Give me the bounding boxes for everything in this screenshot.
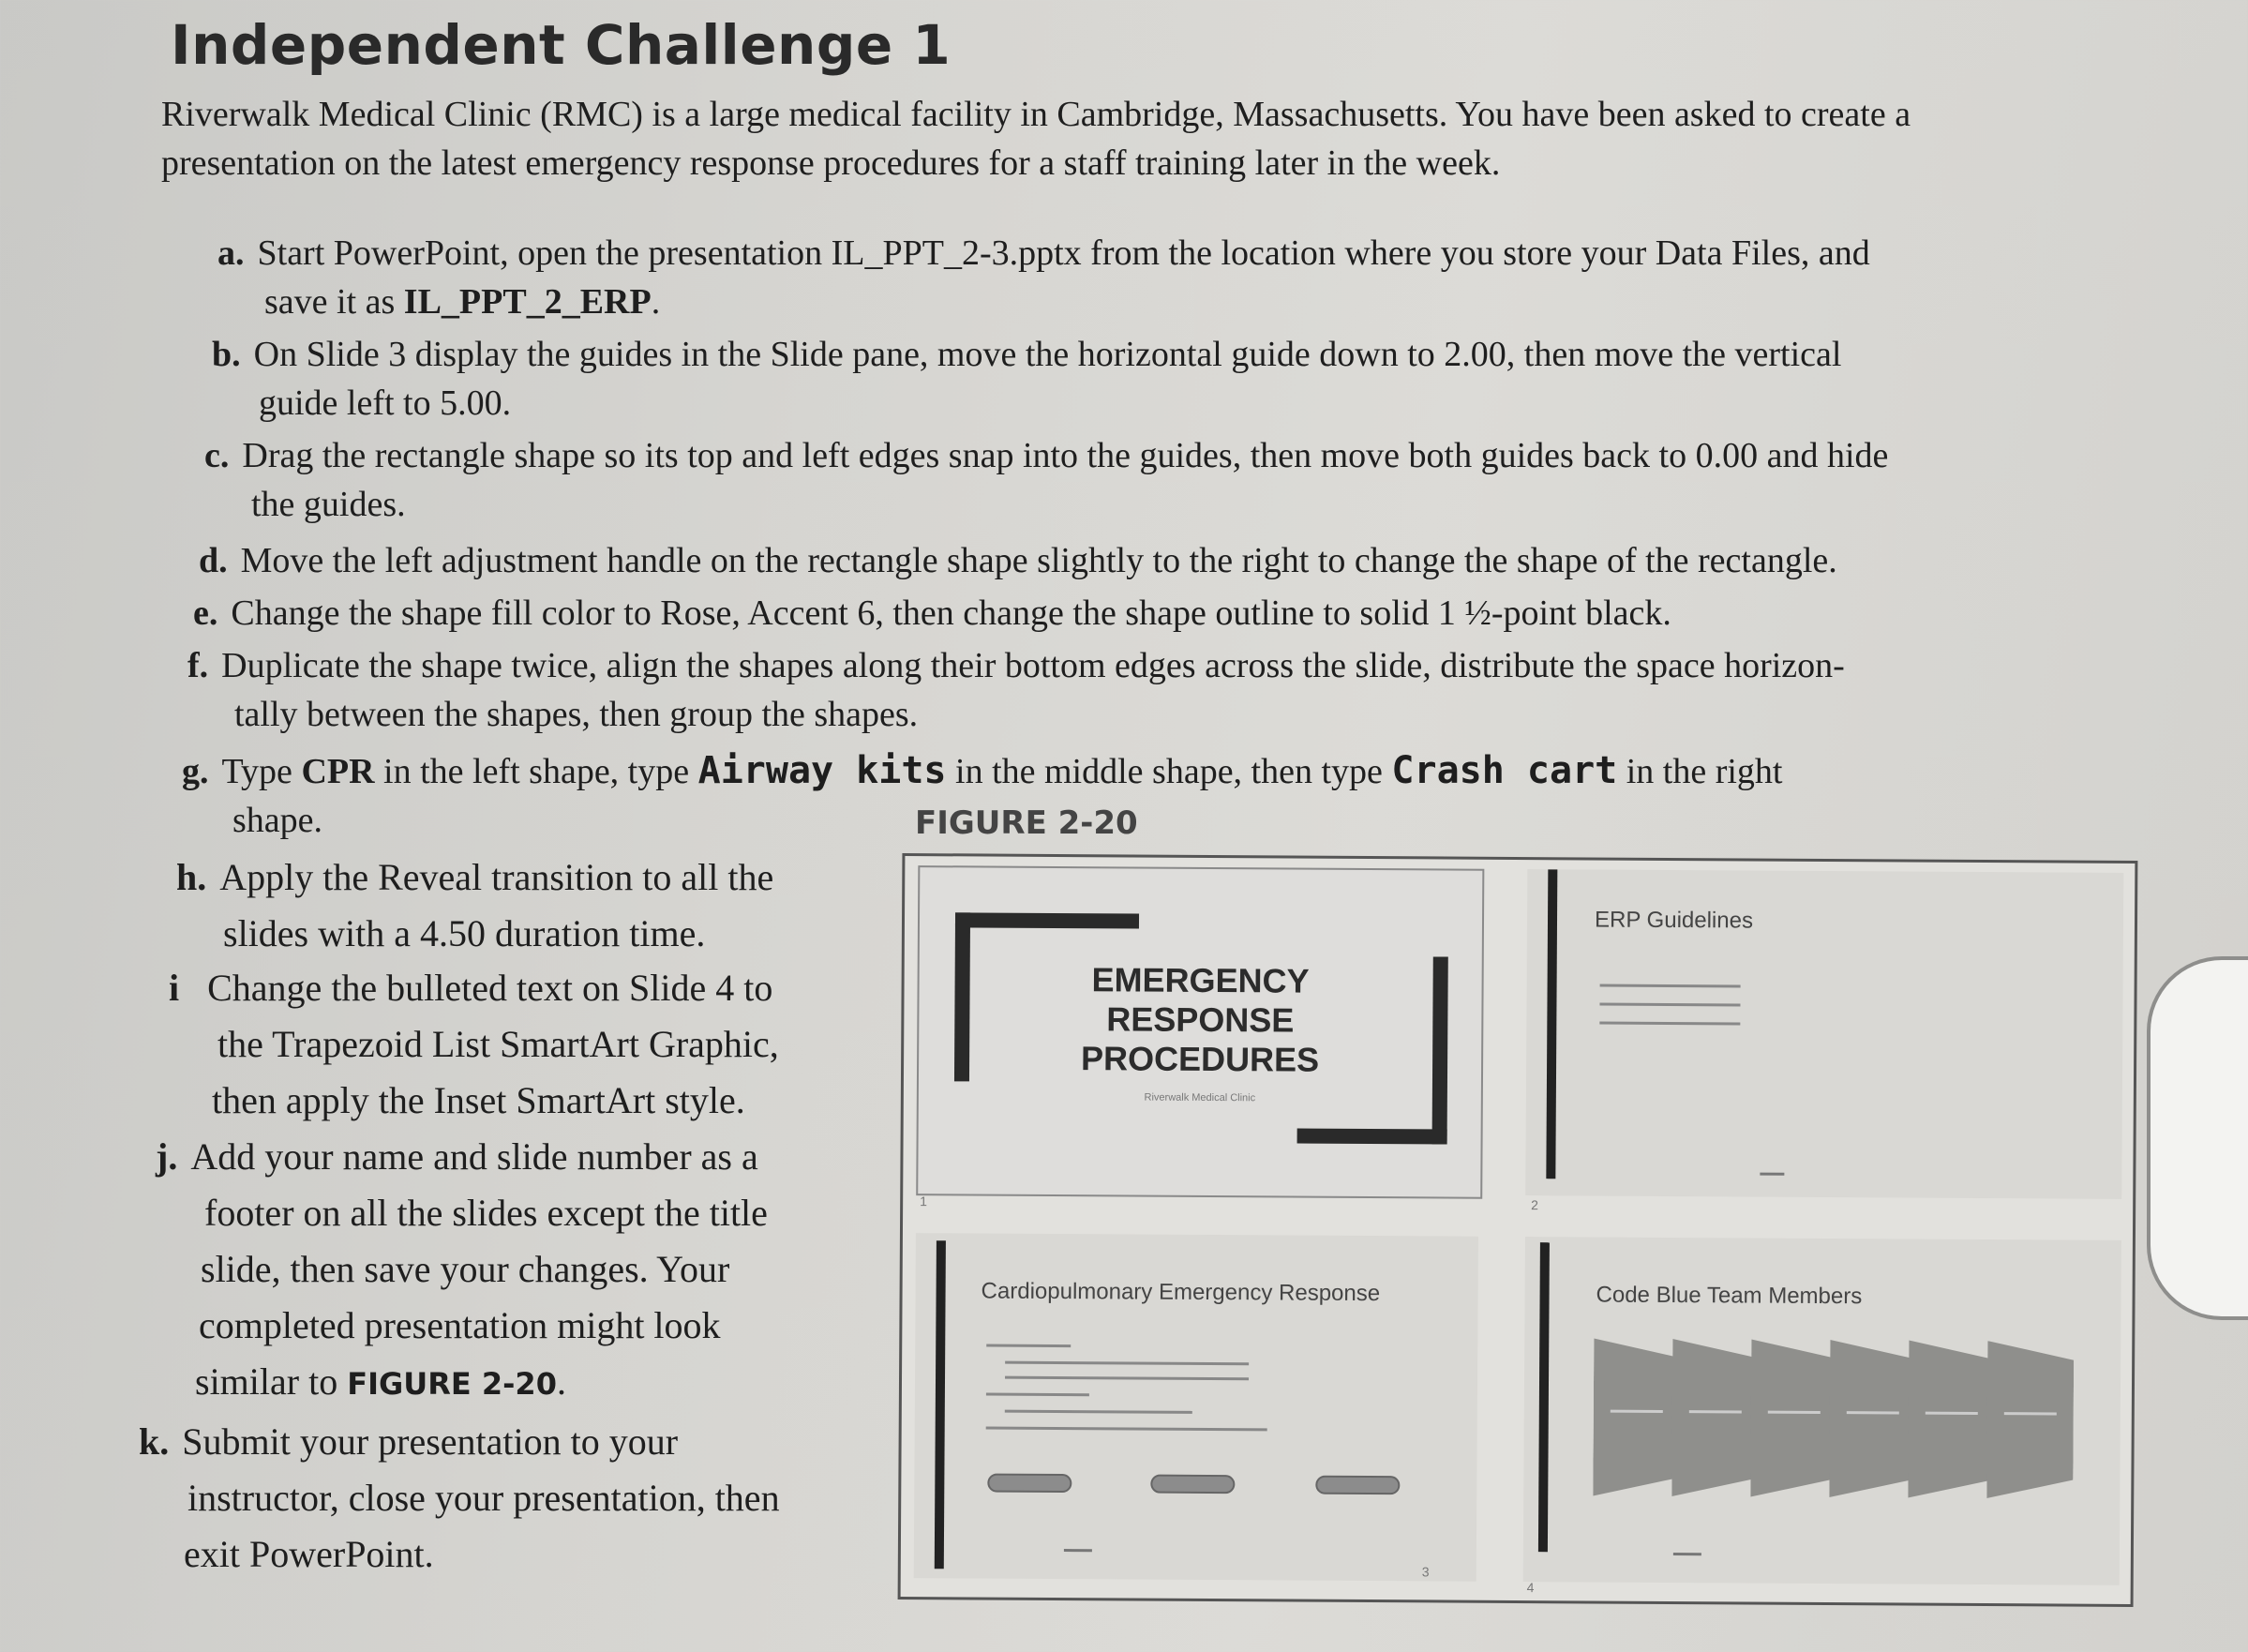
step-letter: k. [139,1420,170,1463]
bullet-line [986,1393,1089,1397]
step-c [204,431,2079,529]
step-text: completed presentation might look [199,1304,721,1346]
step-text: Submit your presentation to your [182,1420,679,1463]
step-text: in the left shape, type [374,752,698,791]
slide-1-title-line: RESPONSE [1106,999,1295,1040]
slide-thumbnail-4 [1523,1237,2121,1585]
bullet-line [1599,1022,1740,1026]
slide-2-heading: ERP Guidelines [1594,907,1754,934]
step-i [169,960,881,1129]
corner-bracket-bottom-right [1432,956,1448,1144]
step-text: Apply the Reveal transition to all the [219,856,774,898]
step-a [217,229,1999,326]
figure-2-20 [898,853,2138,1607]
step-text: On Slide 3 display the guides in the Slide pane, move the horizontal guide down to 2.00, then move the vertical [253,335,1842,374]
step-text: Change the bulleted text on Slide 4 to [207,967,773,1009]
step-letter: f. [187,646,209,685]
accent-bar [1546,869,1557,1179]
step-letter: e. [193,593,218,633]
coffee-cup [2147,956,2248,1320]
accent-bar [1538,1242,1550,1552]
step-text: Duplicate the shape twice, align the shapes along their bottom edges across the slide, distribute the space horizon- [221,646,1845,685]
step-letter: j. [156,1135,178,1178]
step-text: shape. [232,801,323,840]
step-text: Type [221,752,302,791]
file-name: IL_PPT_2_ERP [403,282,652,322]
corner-bracket-top-left [955,912,1139,928]
step-text: . [556,1360,566,1403]
slide-1-title-line: PROCEDURES [1080,1039,1320,1079]
slide-number-1: 1 [920,1194,928,1209]
corner-bracket-bottom-right [1297,1129,1447,1145]
slide-thumbnail-2 [1525,869,2123,1199]
step-letter: c. [204,436,230,475]
slide-thumbnail-1 [916,865,1484,1199]
step-text: save it as [264,282,404,322]
step-text: Start PowerPoint, open the presentation IL_PPT_2-3.pptx from the location where you store your Data Files, and [257,233,1870,273]
step-text: tally between the shapes, then group the shapes. [234,695,919,734]
smartart-trapezoid-shape [1829,1340,1916,1498]
page-title: Independent Challenge 1 [171,13,952,77]
action-button-shape [987,1474,1072,1494]
bullet-line [1599,1003,1740,1007]
step-text: the guides. [251,485,406,524]
term-airway-kits: Airway kits [697,749,947,792]
bullet-line [986,1427,1267,1432]
corner-bracket-top-left [954,912,970,1081]
smartart-trapezoid-shape [1908,1341,1995,1499]
accent-bar [935,1240,946,1569]
step-d [199,536,2074,585]
step-letter: d. [199,541,228,580]
figure-caption: FIGURE 2-20 [915,804,1138,842]
step-text: instructor, close your presentation, then [187,1477,780,1519]
step-text: slides with a 4.50 duration time. [223,912,706,954]
step-letter: a. [217,233,245,273]
term-cpr: CPR [301,752,375,791]
step-text: the Trapezoid List SmartArt Graphic, [217,1023,779,1065]
slide-3-heading: Cardiopulmonary Emergency Response [981,1278,1381,1307]
step-text: exit PowerPoint. [184,1533,434,1575]
step-text: Change the shape fill color to Rose, Accent 6, then change the shape outline to solid 1 ½-point black. [231,593,1671,633]
step-j [156,1129,868,1412]
step-e [193,589,2068,638]
step-text: Drag the rectangle shape so its top and left edges snap into the guides, then move both guides back to 0.00 and hide [242,436,1889,475]
smartart-trapezoid-shape [1593,1338,1680,1496]
bullet-line [1005,1361,1249,1366]
smartart-text-line [1768,1411,1821,1414]
step-text: Add your name and slide number as a [190,1135,758,1178]
slide-number-3: 3 [1421,1564,1430,1580]
footer-mark [1673,1553,1701,1555]
slide-4-heading: Code Blue Team Members [1596,1282,1863,1310]
slide-number-4: 4 [1526,1580,1535,1596]
step-text: Move the left adjustment handle on the rectangle shape slightly to the right to change the shape of the rectangle. [240,541,1837,580]
step-text: in the middle shape, then type [946,752,1392,791]
smartart-text-line [1926,1412,1978,1415]
term-crash-cart: Crash cart [1391,749,1618,792]
step-text: guide left to 5.00. [259,383,512,423]
footer-mark [1064,1549,1092,1552]
bullet-line [1600,984,1741,988]
smartart-text-line [2004,1412,2057,1415]
footer-mark [1760,1173,1784,1176]
smartart-trapezoid-shape [1750,1340,1837,1498]
step-b [212,330,1993,428]
intro-paragraph: Riverwalk Medical Clinic (RMC) is a large medical facility in Cambridge, Massachusetts. You have been asked to create a presentation on the latest emergency response procedures for a staff training later in the week. [161,95,1911,183]
step-letter: b. [212,335,241,374]
step-h [176,849,889,962]
step-text: slide, then save your changes. Your [201,1248,730,1290]
step-text: in the right [1617,752,1783,791]
step-text: footer on all the slides except the title [204,1192,768,1234]
step-letter: i [169,967,180,1009]
bullet-line [1005,1376,1249,1381]
step-text: then apply the Inset SmartArt style. [212,1079,745,1121]
slide-thumbnail-3 [914,1233,1478,1582]
smartart-text-line [1611,1410,1663,1413]
step-text: similar to [195,1360,348,1403]
smartart-trapezoid-shape [1986,1341,2074,1499]
step-letter: h. [176,856,207,898]
smartart-text-line [1689,1410,1742,1413]
bullet-line [1005,1410,1192,1414]
step-text: . [651,282,661,322]
smartart-trapezoid-shape [1671,1339,1759,1497]
slide-number-2: 2 [1531,1197,1539,1213]
slide-1-subtitle: Riverwalk Medical Clinic [1144,1091,1256,1104]
action-button-shape [1150,1475,1235,1494]
bullet-line [986,1344,1071,1348]
figure-reference: FIGURE 2-20 [347,1366,557,1402]
slide-1-title-line: EMERGENCY [1091,960,1310,1000]
smartart-text-line [1847,1411,1899,1414]
slide-1-title [1059,960,1341,1080]
action-button-shape [1315,1476,1400,1495]
step-letter: g. [182,752,209,791]
step-f [187,641,2062,739]
step-k [139,1414,889,1583]
